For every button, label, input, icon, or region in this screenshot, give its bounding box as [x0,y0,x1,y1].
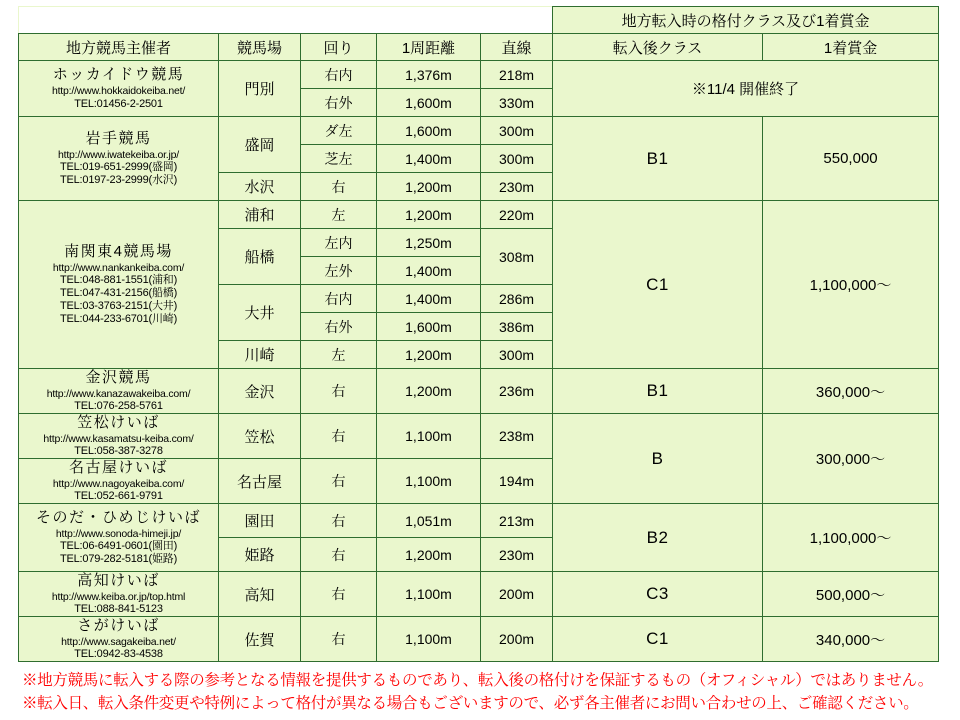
direction-value: 右 [301,538,377,572]
footnote-1: ※地方競馬に転入する際の参考となる情報を提供するものであり、転入後の格付けを保証するもの（オフィシャル）ではありません。 [22,672,933,690]
racetrack-name: 園田 [219,504,301,538]
direction-value: 左 [301,341,377,369]
direction-value: 右外 [301,313,377,341]
lap-distance-value: 1,200m [377,173,481,201]
racetrack-class-table [18,6,939,662]
organizer-cell [19,61,219,117]
organizer-url[interactable]: http://www.keiba.or.jp/top.html [51,590,186,603]
lap-distance-value: 1,200m [377,538,481,572]
col-header-first-prize: 1着賞金 [763,34,939,61]
lap-distance-value: 1,600m [377,313,481,341]
straight-value: 236m [481,369,553,414]
header-spacer [19,7,553,34]
class-after-transfer-value: C1 [553,201,763,369]
table-body [19,61,939,662]
direction-value: 右外 [301,89,377,117]
direction-value: 左 [301,201,377,229]
organizer-tel: TEL:076-258-5761 [74,400,163,413]
lap-distance-value: 1,600m [377,117,481,145]
straight-value: 308m [481,229,553,285]
col-header-lap-distance: 1周距離 [377,34,481,61]
organizer-cell [19,414,219,459]
footnote-2: ※転入日、転入条件変更や特例によって格付が異なる場合もございますので、必ず各主催者にお問い合わせの上、ご確認ください。 [22,694,919,712]
straight-value: 238m [481,414,553,459]
direction-value: 右 [301,459,377,504]
lap-distance-value: 1,100m [377,459,481,504]
organizer-url[interactable]: http://www.nagoyakeiba.com/ [52,477,185,490]
first-prize-value: 340,000～ [763,617,939,662]
table-row [19,504,939,538]
organizer-tel: TEL:088-841-5123 [74,603,163,616]
racetrack-name: 船橋 [219,229,301,285]
racetrack-name: 名古屋 [219,459,301,504]
col-header-straight: 直線 [481,34,553,61]
class-note-cell: ※11/4 開催終了 [553,61,939,117]
lap-distance-value: 1,400m [377,285,481,313]
racetrack-name: 金沢 [219,369,301,414]
direction-value: 左内 [301,229,377,257]
organizer-tel: TEL:019-651-2999(盛岡) [59,161,178,174]
lap-distance-value: 1,400m [377,257,481,285]
organizer-tel: TEL:0197-23-2999(水沢) [59,174,178,187]
straight-value: 213m [481,504,553,538]
racetrack-name: 盛岡 [219,117,301,173]
organizer-tel: TEL:0942-83-4538 [74,648,163,661]
organizer-url[interactable]: http://www.iwatekeiba.or.jp/ [57,148,180,161]
direction-value: 右内 [301,61,377,89]
class-after-transfer-value: C3 [553,572,763,617]
organizer-url[interactable]: http://www.kanazawakeiba.com/ [46,387,191,400]
organizer-tel: TEL:058-387-3278 [74,445,163,458]
direction-value: 右 [301,173,377,201]
straight-value: 386m [481,313,553,341]
straight-value: 330m [481,89,553,117]
organizer-name: 高知けいば [77,572,160,590]
organizer-tel: TEL:048-881-1551(浦和) [59,274,178,287]
organizer-name: 岩手競馬 [85,130,152,147]
table-column-header-row [19,34,939,61]
racetrack-name: 姫路 [219,538,301,572]
organizer-url[interactable]: http://www.nankankeiba.com/ [52,261,185,274]
straight-value: 230m [481,538,553,572]
class-after-transfer-value: C1 [553,617,763,662]
lap-distance-value: 1,400m [377,145,481,173]
organizer-cell [19,504,219,572]
organizer-name: そのだ・ひめじけいば [35,509,201,527]
col-header-organizer: 地方競馬主催者 [19,34,219,61]
lap-distance-value: 1,200m [377,369,481,414]
direction-value: ダ左 [301,117,377,145]
col-header-racetrack: 競馬場 [219,34,301,61]
straight-value: 194m [481,459,553,504]
straight-value: 300m [481,341,553,369]
racetrack-name: 川崎 [219,341,301,369]
organizer-cell [19,617,219,662]
direction-value: 右 [301,617,377,662]
organizer-cell [19,117,219,201]
first-prize-value: 550,000 [763,117,939,201]
direction-value: 右 [301,414,377,459]
straight-value: 200m [481,617,553,662]
racetrack-name: 水沢 [219,173,301,201]
lap-distance-value: 1,600m [377,89,481,117]
direction-value: 右 [301,572,377,617]
organizer-url[interactable]: http://www.hokkaidokeiba.net/ [51,85,186,98]
direction-value: 右 [301,369,377,414]
group-header-transfer-class: 地方転入時の格付クラス及び1着賞金 [553,7,939,34]
direction-value: 右内 [301,285,377,313]
organizer-tel: TEL:079-282-5181(姫路) [59,553,178,566]
lap-distance-value: 1,051m [377,504,481,538]
organizer-tel: TEL:03-3763-2151(大井) [59,300,178,313]
organizer-name: 名古屋けいば [68,459,168,477]
organizer-cell [19,369,219,414]
organizer-cell [19,201,219,369]
class-after-transfer-value: B2 [553,504,763,572]
col-header-direction: 回り [301,34,377,61]
organizer-name: 金沢競馬 [85,369,152,386]
straight-value: 230m [481,173,553,201]
lap-distance-value: 1,376m [377,61,481,89]
table-row [19,572,939,617]
first-prize-value: 1,100,000～ [763,201,939,369]
organizer-tel: TEL:06-6491-0601(園田) [59,540,178,553]
organizer-cell [19,572,219,617]
table-row [19,369,939,414]
lap-distance-value: 1,100m [377,414,481,459]
direction-value: 右 [301,504,377,538]
table-row [19,617,939,662]
direction-value: 芝左 [301,145,377,173]
first-prize-value: 360,000～ [763,369,939,414]
racetrack-name: 大井 [219,285,301,341]
table-row [19,61,939,89]
straight-value: 218m [481,61,553,89]
first-prize-value: 300,000～ [763,414,939,504]
organizer-name: さがけいば [77,617,160,635]
straight-value: 300m [481,145,553,173]
lap-distance-value: 1,100m [377,572,481,617]
racetrack-name: 門別 [219,61,301,117]
table-group-header-row [19,7,939,34]
lap-distance-value: 1,250m [377,229,481,257]
table-row [19,201,939,229]
lap-distance-value: 1,200m [377,341,481,369]
class-after-transfer-value: B1 [553,369,763,414]
straight-value: 300m [481,117,553,145]
table-row [19,414,939,459]
organizer-tel: TEL:044-233-6701(川崎) [59,313,178,325]
organizer-url[interactable]: http://www.kasamatsu-keiba.com/ [43,432,194,445]
racetrack-name: 浦和 [219,201,301,229]
organizer-tel: TEL:01456-2-2501 [74,97,163,110]
organizer-name: 笠松けいば [77,414,160,432]
organizer-url[interactable]: http://www.sonoda-himeji.jp/ [55,527,182,540]
col-header-class-after-transfer: 転入後クラス [553,34,763,61]
racetrack-name: 高知 [219,572,301,617]
straight-value: 200m [481,572,553,617]
organizer-name: ホッカイドウ競馬 [52,66,185,84]
organizer-tel: TEL:047-431-2156(船橋) [59,287,178,300]
organizer-name: 南関東4競馬場 [64,243,173,261]
straight-value: 286m [481,285,553,313]
lap-distance-value: 1,100m [377,617,481,662]
organizer-tel: TEL:052-661-9791 [74,490,163,503]
direction-value: 左外 [301,257,377,285]
first-prize-value: 500,000～ [763,572,939,617]
organizer-cell [19,459,219,504]
racetrack-name: 笠松 [219,414,301,459]
footnotes [18,670,942,715]
organizer-url[interactable]: http://www.sagakeiba.net/ [61,635,176,648]
racetrack-name: 佐賀 [219,617,301,662]
class-after-transfer-value: B [553,414,763,504]
first-prize-value: 1,100,000～ [763,504,939,572]
class-after-transfer-value: B1 [553,117,763,201]
table-head [19,7,939,61]
lap-distance-value: 1,200m [377,201,481,229]
straight-value: 220m [481,201,553,229]
table-row [19,117,939,145]
